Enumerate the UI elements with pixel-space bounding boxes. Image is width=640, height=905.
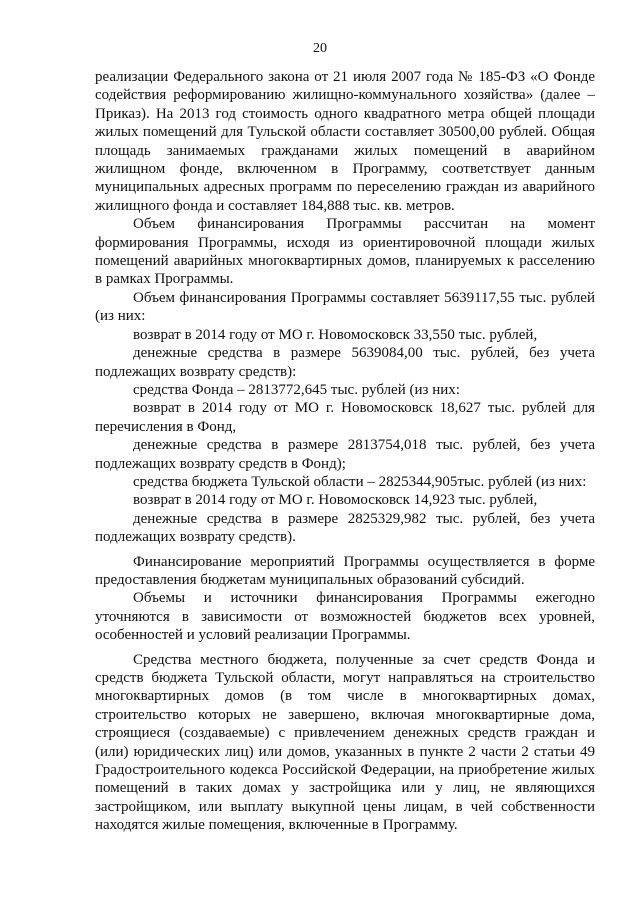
paragraph-return-total: возврат в 2014 году от МО г. Новомосковск 33,550 тыс. рублей, <box>133 326 538 343</box>
paragraph-region-return: возврат в 2014 году от МО г. Новомосковск 14,923 тыс. рублей, <box>133 492 538 509</box>
paragraph-prikaz-reference: реализации Федерального закона от 21 июля 2007 года № 185-ФЗ «О Фонде содействия реформированию жилищно-коммунального хозяйства» (далее – Приказ). На 2013 год стоимость одного квадратного метра общей площади жилых помещений для Тульской области составляет 30500,00 рублей. Общая площадь занимаемых гражданами жилых помещений в аварийном жилищном фонде, включенном в Программу, соответствует данным муниципальных адресных программ по переселению граждан из аварийного жилищного фонда и составляет 184,888 тыс. кв. метров. <box>95 69 595 214</box>
document-body <box>95 68 595 835</box>
paragraph-fund-money: денежные средства в размере 2813754,018 тыс. рублей, без учета подлежащих возврату средств в Фонд); <box>95 437 595 472</box>
page-number: 20 <box>313 41 327 56</box>
paragraph-annual-adjustment: Объемы и источники финансирования Программы ежегодно уточняются в зависимости от возможностей бюджетов всех уровней, особенностей и условий реализации Программы. <box>95 590 595 644</box>
paragraph-fund-return: возврат в 2014 году от МО г. Новомосковск 18,627 тыс. рублей для перечисления в Фонд, <box>95 400 595 435</box>
paragraph-local-budget-use: Средства местного бюджета, полученные за счет средств Фонда и средств бюджета Тульской области, могут направляться на строительство многоквартирных домов (в том числе в многоквартирных домах, строительство которых не завершено, включая многоквартирные дома, строящиеся (создаваемые) с привлечением денежных средств граждан и (или) юридических лиц) или домов, указанных в пункте 2 части 2 статьи 49 Градостроительного кодекса Российской Федерации, на приобретение жилых помещений в таких домах у застройщика или у лиц, не являющихся застройщиком, или выплату выкупной цены лицам, в чей собственности находятся жилые помещения, включенные в Программу. <box>95 651 595 834</box>
paragraph-region-share: средства бюджета Тульской области – 2825344,905тыс. рублей (из них: <box>133 473 587 490</box>
paragraph-funds-total: денежные средства в размере 5639084,00 тыс. рублей, без учета подлежащих возврату средств): <box>95 345 595 380</box>
paragraph-fund-share: средства Фонда – 2813772,645 тыс. рублей (из них: <box>133 381 460 398</box>
paragraph-subsidies: Финансирование мероприятий Программы осуществляется в форме предоставления бюджетам муниципальных образований субсидий. <box>95 553 595 588</box>
paragraph-region-money: денежные средства в размере 2825329,982 тыс. рублей, без учета подлежащих возврату средств). <box>95 510 595 546</box>
paragraph-financing-basis: Объем финансирования Программы рассчитан на момент формирования Программы, исходя из ориентировочной площади жилых помещений аварийных многоквартирных домов, планируемых к расселению в рамках Программы. <box>95 216 595 288</box>
paragraph-financing-total: Объем финансирования Программы составляет 5639117,55 тыс. рублей (из них: <box>95 289 595 325</box>
